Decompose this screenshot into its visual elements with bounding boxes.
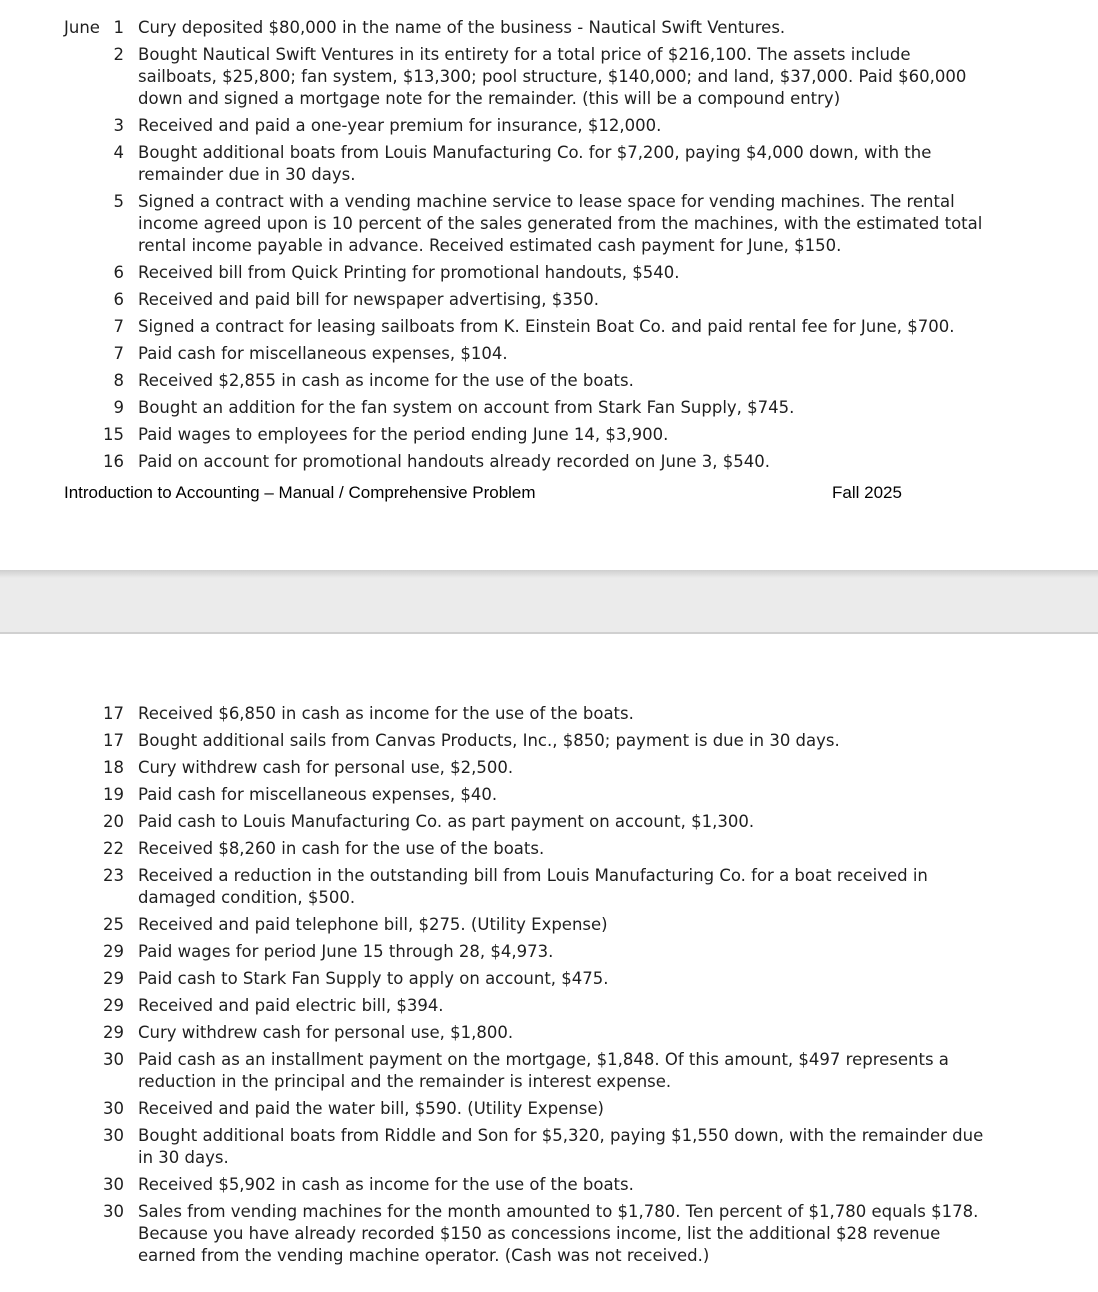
transaction-entry — [0, 1174, 1098, 1196]
transaction-entry — [0, 838, 1098, 860]
transaction-entry — [0, 1125, 1098, 1169]
transaction-day: 7 — [113, 317, 124, 336]
transaction-entry — [0, 343, 1098, 365]
transaction-text: Bought additional sails from Canvas Products, Inc., $850; payment is due in 30 days. — [138, 731, 840, 750]
transaction-day: 30 — [103, 1050, 124, 1069]
transaction-text: Received a reduction in the outstanding bill from Louis Manufacturing Co. for a boat received in damaged condition, $500. — [138, 866, 928, 907]
transaction-list-1 — [0, 17, 1098, 478]
transaction-text: Cury withdrew cash for personal use, $1,800. — [138, 1023, 514, 1042]
transaction-day: 2 — [113, 45, 124, 64]
transaction-entry — [0, 44, 1098, 110]
transaction-day: 30 — [103, 1099, 124, 1118]
transaction-day: 17 — [103, 731, 124, 750]
transaction-day: 30 — [103, 1175, 124, 1194]
transaction-entry — [0, 1049, 1098, 1093]
transaction-entry — [0, 115, 1098, 137]
transaction-text: Received $8,260 in cash for the use of the boats. — [138, 839, 545, 858]
transaction-text: Received $5,902 in cash as income for the use of the boats. — [138, 1175, 634, 1194]
transaction-text: Bought Nautical Swift Ventures in its entirety for a total price of $216,100. The assets include sailboats, $25,800; fan system, $13,300; pool structure, $140,000; and land, $37,000. Paid $60,000 down and signed a mortgage note for the remainder. (this will be a compound entry) — [138, 45, 967, 108]
transaction-text: Received and paid a one-year premium for insurance, $12,000. — [138, 116, 662, 135]
transaction-entry — [0, 262, 1098, 284]
transaction-text: Paid cash for miscellaneous expenses, $40. — [138, 785, 498, 804]
transaction-list-2 — [0, 703, 1098, 1272]
document-page-1 — [0, 0, 1098, 570]
transaction-text: Signed a contract with a vending machine service to lease space for vending machines. The rental income agreed upon is 10 percent of the sales generated from the machines, with the estimated total rental income payable in advance. Received estimated cash payment for June, $150. — [138, 192, 983, 255]
transaction-text: Paid cash to Louis Manufacturing Co. as part payment on account, $1,300. — [138, 812, 755, 831]
transaction-day: 6 — [113, 290, 124, 309]
transaction-entry — [0, 968, 1098, 990]
transaction-day: 22 — [103, 839, 124, 858]
transaction-entry — [0, 914, 1098, 936]
transaction-day: 29 — [103, 1023, 124, 1042]
transaction-entry — [0, 784, 1098, 806]
transaction-day: 7 — [113, 344, 124, 363]
transaction-day: 20 — [103, 812, 124, 831]
footer-course-title: Introduction to Accounting – Manual / Comprehensive Problem — [64, 483, 536, 502]
transaction-day: 8 — [113, 371, 124, 390]
footer-term: Fall 2025 — [832, 483, 902, 502]
transaction-day: 1 — [113, 18, 124, 37]
month-label: June — [64, 18, 100, 37]
transaction-day: 15 — [103, 425, 124, 444]
transaction-text: Received and paid electric bill, $394. — [138, 996, 444, 1015]
transaction-text: Bought additional boats from Riddle and Son for $5,320, paying $1,550 down, with the remainder due in 30 days. — [138, 1126, 984, 1167]
transaction-entry — [0, 811, 1098, 833]
transaction-entry — [0, 1022, 1098, 1044]
transaction-entry — [0, 1201, 1098, 1267]
transaction-day: 18 — [103, 758, 124, 777]
transaction-day: 9 — [113, 398, 124, 417]
transaction-entry — [0, 995, 1098, 1017]
transaction-text: Signed a contract for leasing sailboats from K. Einstein Boat Co. and paid rental fee for June, $700. — [138, 317, 955, 336]
page-separator — [0, 570, 1098, 634]
transaction-entry — [0, 424, 1098, 446]
transaction-text: Received and paid the water bill, $590. (Utility Expense) — [138, 1099, 604, 1118]
transaction-day: 29 — [103, 969, 124, 988]
transaction-text: Paid on account for promotional handouts already recorded on June 3, $540. — [138, 452, 771, 471]
transaction-day: 17 — [103, 704, 124, 723]
transaction-text: Paid cash as an installment payment on the mortgage, $1,848. Of this amount, $497 represents a reduction in the principal and the remainder is interest expense. — [138, 1050, 949, 1091]
transaction-day: 6 — [113, 263, 124, 282]
transaction-entry — [0, 370, 1098, 392]
transaction-entry — [0, 316, 1098, 338]
transaction-entry — [0, 730, 1098, 752]
transaction-text: Sales from vending machines for the month amounted to $1,780. Ten percent of $1,780 equals $178. Because you have already recorded $150 as concessions income, list the additional $28 revenue earned from the vending machine operator. (Cash was not received.) — [138, 1202, 979, 1265]
transaction-entry — [0, 865, 1098, 909]
transaction-text: Paid wages for period June 15 through 28, $4,973. — [138, 942, 554, 961]
transaction-entry — [0, 289, 1098, 311]
transaction-text: Received and paid bill for newspaper advertising, $350. — [138, 290, 600, 309]
transaction-entry — [0, 941, 1098, 963]
transaction-day: 3 — [113, 116, 124, 135]
transaction-text: Received $6,850 in cash as income for the use of the boats. — [138, 704, 634, 723]
transaction-entry — [0, 17, 1098, 39]
transaction-entry — [0, 142, 1098, 186]
transaction-day: 29 — [103, 996, 124, 1015]
transaction-entry — [0, 451, 1098, 473]
transaction-text: Bought an addition for the fan system on account from Stark Fan Supply, $745. — [138, 398, 795, 417]
transaction-day: 30 — [103, 1202, 124, 1221]
transaction-text: Received and paid telephone bill, $275. (Utility Expense) — [138, 915, 608, 934]
document-page-2 — [0, 634, 1098, 1292]
transaction-entry — [0, 1098, 1098, 1120]
transaction-entry — [0, 757, 1098, 779]
transaction-day: 23 — [103, 866, 124, 885]
transaction-text: Paid cash for miscellaneous expenses, $104. — [138, 344, 508, 363]
transaction-day: 30 — [103, 1126, 124, 1145]
transaction-text: Cury deposited $80,000 in the name of the business - Nautical Swift Ventures. — [138, 18, 786, 37]
transaction-entry — [0, 703, 1098, 725]
transaction-text: Received bill from Quick Printing for promotional handouts, $540. — [138, 263, 680, 282]
transaction-day: 29 — [103, 942, 124, 961]
transaction-day: 19 — [103, 785, 124, 804]
transaction-entry — [0, 191, 1098, 257]
transaction-text: Paid cash to Stark Fan Supply to apply on account, $475. — [138, 969, 609, 988]
transaction-day: 25 — [103, 915, 124, 934]
transaction-text: Paid wages to employees for the period ending June 14, $3,900. — [138, 425, 669, 444]
transaction-text: Bought additional boats from Louis Manufacturing Co. for $7,200, paying $4,000 down, with the remainder due in 30 days. — [138, 143, 932, 184]
transaction-day: 16 — [103, 452, 124, 471]
transaction-day: 4 — [113, 143, 124, 162]
transaction-text: Received $2,855 in cash as income for the use of the boats. — [138, 371, 634, 390]
transaction-day: 5 — [113, 192, 124, 211]
transaction-entry — [0, 397, 1098, 419]
transaction-text: Cury withdrew cash for personal use, $2,500. — [138, 758, 514, 777]
